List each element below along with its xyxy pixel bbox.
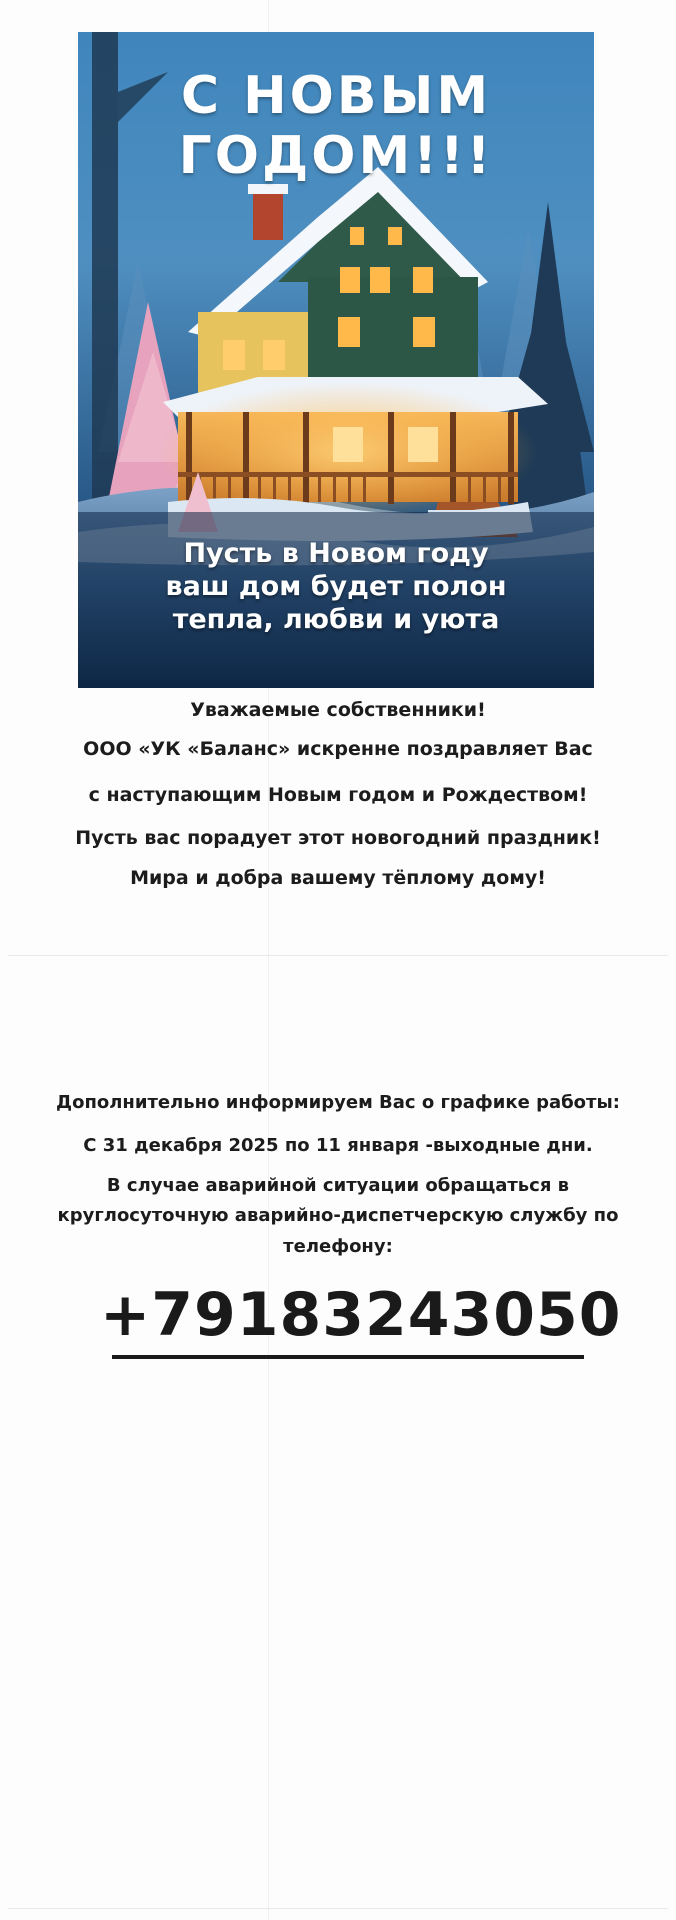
poster-wish-line3: тепла, любви и уюта	[172, 604, 500, 635]
poster-title-line1: С НОВЫМ	[180, 66, 492, 126]
poster-wish-line1: Пусть в Новом году	[183, 538, 489, 569]
greeting-line2: ООО «УК «Баланс» искренне поздравляет Вас	[83, 738, 593, 760]
info-line2: С 31 декабря 2025 по 11 января -выходные дни.	[83, 1135, 593, 1156]
new-year-poster	[78, 32, 594, 688]
fold-line-bottom	[8, 1908, 668, 1909]
greeting-line3: с наступающим Новым годом и Рождеством!	[88, 784, 588, 806]
info-line3: В случае аварийной ситуации обращаться в	[106, 1175, 570, 1196]
info-line1: Дополнительно информируем Вас о графике работы:	[56, 1092, 620, 1113]
phone-underline	[112, 1355, 584, 1359]
fold-line	[8, 955, 668, 956]
greeting-line4: Пусть вас порадует этот новогодний праздник!	[75, 827, 601, 849]
info-line4: круглосуточную аварийно-диспетчерскую службу по	[57, 1205, 619, 1226]
greeting-line5: Мира и добра вашему тёплому дому!	[130, 867, 546, 889]
info-line5: телефону:	[283, 1236, 393, 1257]
greeting-line1: Уважаемые собственники!	[190, 699, 486, 721]
poster-wish-line2: ваш дом будет полон	[165, 571, 507, 602]
emergency-phone-number: +79183243050	[100, 1280, 622, 1350]
poster-title-line2: ГОДОМ!!!	[178, 126, 494, 186]
